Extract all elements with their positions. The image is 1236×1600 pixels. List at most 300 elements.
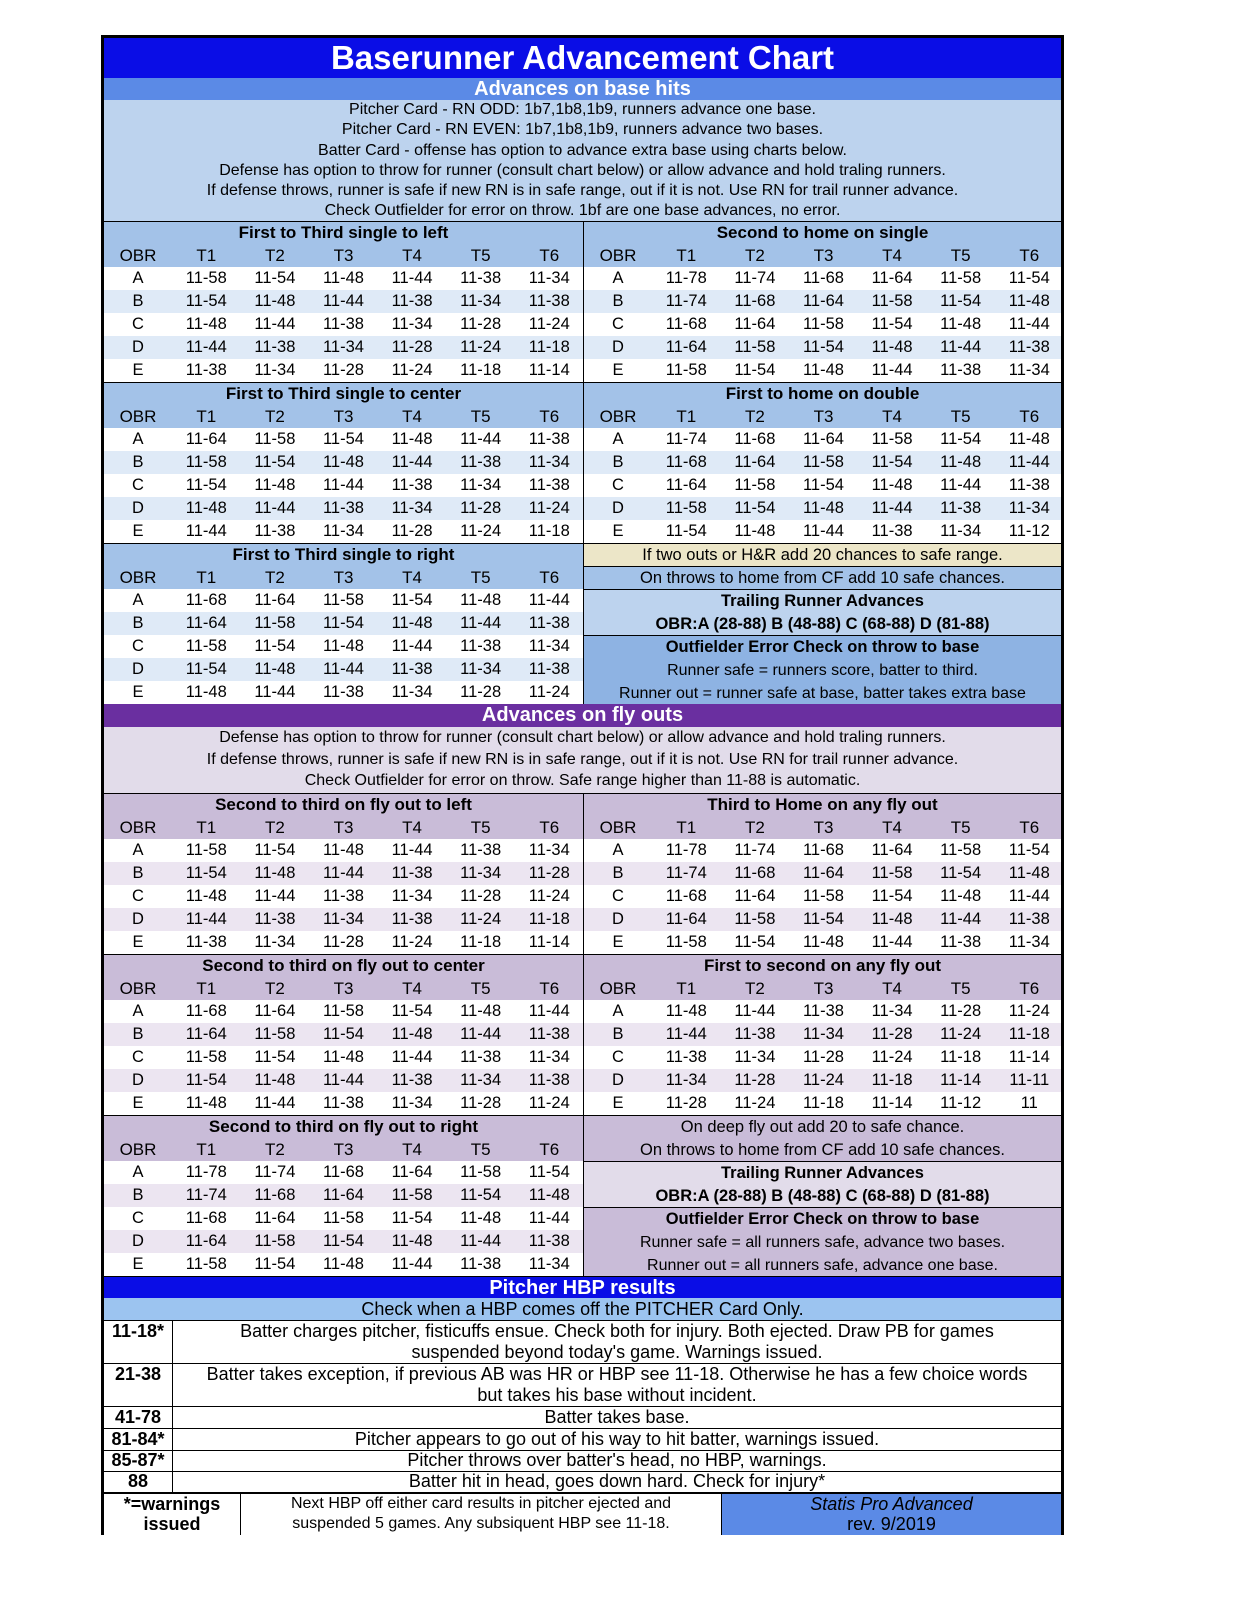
column-header: T4 bbox=[378, 977, 447, 1000]
table-title: First to Third single to right bbox=[104, 544, 583, 566]
range-cell: 11-14 bbox=[528, 933, 570, 951]
range-cell: 11-48 bbox=[995, 862, 1061, 885]
range-cell: 11-38 bbox=[322, 315, 364, 333]
range-cell: 11-54 bbox=[789, 336, 858, 359]
fly-outfielder-error-box bbox=[584, 1208, 1061, 1276]
range-cell: 11-28 bbox=[515, 862, 584, 885]
range-cell: 11-24 bbox=[734, 1094, 776, 1112]
obr-cell: D bbox=[104, 1069, 172, 1092]
range-cell: 11-44 bbox=[460, 430, 502, 448]
obr-cell: B bbox=[104, 290, 172, 313]
column-header: OBR bbox=[104, 244, 172, 267]
obr-cell: D bbox=[104, 1230, 172, 1253]
range-cell: 11-38 bbox=[460, 1048, 502, 1066]
column-header: T3 bbox=[309, 977, 378, 1000]
fly-outfielder-error-safe: Runner safe = all runners safe, advance two bases. bbox=[639, 1234, 1006, 1251]
column-header: T6 bbox=[995, 405, 1061, 428]
outfielder-error-box bbox=[584, 636, 1061, 704]
range-cell: 11-48 bbox=[185, 887, 227, 905]
obr-cell: D bbox=[584, 908, 652, 931]
range-cell: 11-54 bbox=[254, 1255, 296, 1273]
range-cell: 11-34 bbox=[528, 841, 570, 859]
table-row bbox=[104, 658, 583, 681]
table-row bbox=[104, 589, 583, 612]
range-cell: 11-44 bbox=[528, 1209, 570, 1227]
column-header: T6 bbox=[995, 977, 1061, 1000]
hbp-code: 81-84* bbox=[104, 1429, 173, 1450]
range-cell: 11-54 bbox=[172, 658, 241, 681]
deep-fly-note: On deep fly out add 20 to safe chance. bbox=[680, 1118, 965, 1136]
obr-cell: D bbox=[104, 497, 172, 520]
obr-cell: C bbox=[132, 315, 144, 333]
table-title: Third to Home on any fly out bbox=[584, 794, 1061, 816]
range-cell: 11-44 bbox=[391, 637, 433, 655]
obr-cell: E bbox=[132, 1094, 144, 1112]
range-cell: 11-48 bbox=[322, 269, 364, 287]
range-cell: 11-28 bbox=[802, 1048, 844, 1066]
table-row bbox=[584, 497, 1061, 520]
range-cell: 11-58 bbox=[858, 290, 927, 313]
table-header-row bbox=[584, 816, 1061, 839]
range-cell: 11-58 bbox=[789, 451, 858, 474]
range-cell: 11-54 bbox=[734, 361, 776, 379]
range-cell: 11-48 bbox=[309, 451, 378, 474]
range-cell: 11-28 bbox=[460, 1094, 502, 1112]
range-cell: 11-64 bbox=[789, 290, 858, 313]
obr-cell: C bbox=[132, 1209, 144, 1227]
trailing-runner-box bbox=[584, 590, 1061, 636]
range-cell: 11-68 bbox=[322, 1163, 364, 1181]
table-row bbox=[104, 1023, 583, 1046]
range-cell: 11-34 bbox=[254, 361, 296, 379]
range-cell: 11-48 bbox=[241, 658, 310, 681]
table-title: Second to third on fly out to center bbox=[104, 955, 583, 977]
range-cell: 11-64 bbox=[254, 1002, 296, 1020]
obr-cell: C bbox=[132, 637, 144, 655]
column-header: T1 bbox=[172, 816, 241, 839]
range-cell: 11-48 bbox=[185, 683, 227, 701]
table-row bbox=[104, 1253, 583, 1276]
column-header: T2 bbox=[721, 816, 790, 839]
range-cell: 11-34 bbox=[515, 451, 584, 474]
range-cell: 11-38 bbox=[446, 451, 515, 474]
range-cell: 11-12 bbox=[1008, 522, 1050, 540]
range-cell: 11-38 bbox=[378, 658, 447, 681]
range-cell: 11-34 bbox=[322, 522, 364, 540]
range-cell: 11-48 bbox=[460, 591, 502, 609]
range-cell: 11-38 bbox=[378, 908, 447, 931]
table-title: First to home on double bbox=[584, 383, 1061, 405]
column-header: T2 bbox=[721, 244, 790, 267]
range-cell: 11-54 bbox=[528, 1163, 570, 1181]
table-row bbox=[104, 839, 583, 862]
column-header: OBR bbox=[104, 1138, 172, 1161]
range-cell: 11-54 bbox=[309, 1023, 378, 1046]
range-cell: 11-48 bbox=[391, 430, 433, 448]
column-header: T4 bbox=[378, 405, 447, 428]
range-cell: 11-64 bbox=[871, 269, 913, 287]
range-cell: 11-58 bbox=[185, 637, 227, 655]
range-cell: 11-24 bbox=[391, 933, 433, 951]
range-cell: 11-44 bbox=[446, 612, 515, 635]
range-cell: 11-34 bbox=[446, 862, 515, 885]
range-cell: 11-54 bbox=[940, 430, 982, 448]
range-cell: 11-34 bbox=[446, 658, 515, 681]
table-row bbox=[104, 497, 583, 520]
hbp-text: Pitcher throws over batter's head, no HBP, warnings. bbox=[407, 1450, 827, 1470]
range-cell: 11-58 bbox=[378, 1184, 447, 1207]
range-cell: 11-58 bbox=[322, 1002, 364, 1020]
range-cell: 11-44 bbox=[309, 658, 378, 681]
column-header: T4 bbox=[378, 816, 447, 839]
range-cell: 11-28 bbox=[378, 336, 447, 359]
obr-cell: C bbox=[612, 1048, 624, 1066]
column-header: T5 bbox=[446, 405, 515, 428]
fly-table-2b-3b-center bbox=[104, 954, 584, 1115]
column-header: OBR bbox=[584, 816, 652, 839]
range-cell: 11-28 bbox=[665, 1094, 707, 1112]
range-cell: 11-48 bbox=[940, 315, 982, 333]
range-cell: 11-58 bbox=[254, 430, 296, 448]
range-cell: 11-38 bbox=[322, 887, 364, 905]
range-cell: 11-38 bbox=[515, 658, 584, 681]
table-row bbox=[584, 520, 1061, 543]
hits-intro-line: Pitcher Card - RN EVEN: 1b7,1b8,1b9, runners advance two bases. bbox=[341, 121, 824, 139]
range-cell: 11-64 bbox=[721, 451, 790, 474]
range-cell: 11-38 bbox=[460, 841, 502, 859]
fly-table-1b-2b bbox=[584, 954, 1061, 1115]
range-cell: 11-54 bbox=[172, 290, 241, 313]
chart-sheet bbox=[101, 35, 1064, 1535]
column-header: T1 bbox=[652, 977, 721, 1000]
range-cell: 11-54 bbox=[858, 451, 927, 474]
range-cell: 11-64 bbox=[789, 862, 858, 885]
column-header: OBR bbox=[104, 977, 172, 1000]
range-cell: 11-48 bbox=[322, 841, 364, 859]
range-cell: 11-54 bbox=[309, 612, 378, 635]
range-cell: 11-44 bbox=[528, 591, 570, 609]
table-row bbox=[584, 1046, 1061, 1069]
table-row bbox=[104, 1230, 583, 1253]
fly-notes bbox=[584, 1115, 1061, 1276]
range-cell: 11-64 bbox=[652, 908, 721, 931]
range-cell: 11-44 bbox=[309, 1069, 378, 1092]
obr-cell: B bbox=[104, 612, 172, 635]
table-row bbox=[104, 931, 583, 954]
column-header: OBR bbox=[104, 405, 172, 428]
range-cell: 11-48 bbox=[185, 315, 227, 333]
range-cell: 11-34 bbox=[528, 637, 570, 655]
revision-label: rev. 9/2019 bbox=[847, 1514, 936, 1534]
range-cell: 11-38 bbox=[940, 361, 982, 379]
table-row bbox=[104, 428, 583, 451]
column-header: T2 bbox=[241, 405, 310, 428]
table-title: First to Third single to left bbox=[104, 222, 583, 244]
fly-outfielder-error-out: Runner out = all runners safe, advance one base. bbox=[647, 1257, 998, 1274]
hits-intro-line: Defense has option to throw for runner (consult chart below) or allow advance and hold traling runners. bbox=[219, 161, 946, 179]
table-header-row bbox=[584, 977, 1061, 1000]
range-cell: 11-34 bbox=[254, 933, 296, 951]
range-cell: 11-38 bbox=[995, 336, 1061, 359]
column-header: T6 bbox=[995, 816, 1061, 839]
range-cell: 11-78 bbox=[665, 269, 707, 287]
range-cell: 11-54 bbox=[926, 862, 995, 885]
table-row bbox=[104, 359, 583, 382]
range-cell: 11-58 bbox=[172, 451, 241, 474]
column-header: T5 bbox=[926, 816, 995, 839]
table-header-row bbox=[104, 566, 583, 589]
range-cell: 11-44 bbox=[528, 1002, 570, 1020]
range-cell: 11-44 bbox=[391, 269, 433, 287]
range-cell: 11-68 bbox=[734, 430, 776, 448]
range-cell: 11-38 bbox=[515, 612, 584, 635]
range-cell: 11-34 bbox=[652, 1069, 721, 1092]
table-header-row bbox=[104, 816, 583, 839]
table-row bbox=[104, 1000, 583, 1023]
obr-cell: C bbox=[132, 1048, 144, 1066]
range-cell: 11-64 bbox=[734, 887, 776, 905]
hits-section-header: Advances on base hits bbox=[104, 78, 1061, 100]
range-cell: 11-34 bbox=[446, 290, 515, 313]
fly-trailing-runner-title: Trailing Runner Advances bbox=[721, 1164, 924, 1182]
range-cell: 11-44 bbox=[926, 336, 995, 359]
range-cell: 11-34 bbox=[528, 269, 570, 287]
range-cell: 11-48 bbox=[789, 497, 858, 520]
range-cell: 11-24 bbox=[789, 1069, 858, 1092]
fly-outfielder-error-title: Outfielder Error Check on throw to base bbox=[665, 1210, 980, 1228]
range-cell: 11-54 bbox=[185, 476, 227, 494]
column-header: T2 bbox=[241, 977, 310, 1000]
table-row bbox=[584, 885, 1061, 908]
range-cell: 11-24 bbox=[446, 908, 515, 931]
table-row bbox=[584, 1069, 1061, 1092]
range-cell: 11-58 bbox=[858, 862, 927, 885]
table-row bbox=[584, 290, 1061, 313]
range-cell: 11-48 bbox=[241, 290, 310, 313]
range-cell: 11-18 bbox=[528, 522, 570, 540]
column-header: T2 bbox=[721, 977, 790, 1000]
range-cell: 11-54 bbox=[871, 887, 913, 905]
range-cell: 11-78 bbox=[665, 841, 707, 859]
column-header: T2 bbox=[241, 566, 310, 589]
column-header: T2 bbox=[241, 1138, 310, 1161]
hbp-code: 21-38 bbox=[104, 1364, 173, 1406]
range-cell: 11-14 bbox=[871, 1094, 913, 1112]
range-cell: 11-38 bbox=[322, 1094, 364, 1112]
column-header: T1 bbox=[652, 244, 721, 267]
column-header: T6 bbox=[515, 1138, 584, 1161]
range-cell: 11-74 bbox=[652, 290, 721, 313]
column-header: T4 bbox=[378, 566, 447, 589]
outfielder-error-out: Runner out = runner safe at base, batter takes extra base bbox=[619, 685, 1026, 702]
table-row bbox=[104, 520, 583, 543]
range-cell: 11-74 bbox=[652, 862, 721, 885]
range-cell: 11-48 bbox=[254, 476, 296, 494]
range-cell: 11-48 bbox=[322, 637, 364, 655]
two-outs-note: If two outs or H&R add 20 chances to safe range. bbox=[584, 544, 1061, 567]
range-cell: 11-18 bbox=[460, 361, 502, 379]
brand-name: Statis Pro Advanced bbox=[810, 1494, 973, 1514]
obr-cell: A bbox=[132, 430, 144, 448]
obr-cell: E bbox=[132, 683, 144, 701]
range-cell: 11-38 bbox=[528, 430, 570, 448]
column-header: T3 bbox=[309, 405, 378, 428]
hbp-text: Pitcher appears to go out of his way to hit batter, warnings issued. bbox=[354, 1429, 880, 1449]
range-cell: 11-34 bbox=[309, 336, 378, 359]
range-cell: 11-38 bbox=[515, 1023, 584, 1046]
range-cell: 11-38 bbox=[322, 683, 364, 701]
hbp-code: 85-87* bbox=[104, 1451, 173, 1471]
hits-table-1b-3b-right bbox=[104, 543, 584, 704]
range-cell: 11-48 bbox=[802, 361, 844, 379]
column-header: OBR bbox=[104, 566, 172, 589]
range-cell: 11-38 bbox=[926, 497, 995, 520]
hbp-subheader: Check when a HBP comes off the PITCHER Card Only. bbox=[104, 1298, 1061, 1320]
range-cell: 11-48 bbox=[858, 336, 927, 359]
range-cell: 11-58 bbox=[322, 1209, 364, 1227]
hits-table-1b-3b-left bbox=[104, 221, 584, 382]
range-cell: 11-44 bbox=[871, 933, 913, 951]
column-header: T1 bbox=[172, 977, 241, 1000]
range-cell: 11-28 bbox=[322, 933, 364, 951]
range-cell: 11-28 bbox=[322, 361, 364, 379]
range-cell: 11-64 bbox=[172, 612, 241, 635]
range-cell: 11-44 bbox=[172, 908, 241, 931]
range-cell: 11-58 bbox=[185, 1048, 227, 1066]
range-cell: 11-64 bbox=[309, 1184, 378, 1207]
range-cell: 11-68 bbox=[185, 591, 227, 609]
range-cell: 11-48 bbox=[460, 1209, 502, 1227]
column-header: T6 bbox=[515, 977, 584, 1000]
range-cell: 11-34 bbox=[871, 1002, 913, 1020]
table-title: Second to home on single bbox=[584, 222, 1061, 244]
range-cell: 11-38 bbox=[460, 269, 502, 287]
range-cell: 11-24 bbox=[460, 522, 502, 540]
table-row bbox=[104, 1184, 583, 1207]
table-row bbox=[104, 336, 583, 359]
obr-cell: C bbox=[612, 887, 624, 905]
column-header: OBR bbox=[584, 977, 652, 1000]
range-cell: 11-48 bbox=[241, 862, 310, 885]
hits-table-2b-home-single bbox=[584, 221, 1061, 382]
obr-cell: C bbox=[612, 315, 624, 333]
hbp-section-header: Pitcher HBP results bbox=[104, 1276, 1061, 1298]
range-cell: 11-38 bbox=[391, 476, 433, 494]
obr-cell: A bbox=[132, 269, 144, 287]
fly-table-2b-3b-left bbox=[104, 793, 584, 954]
range-cell: 11 bbox=[1020, 1094, 1038, 1112]
table-row bbox=[584, 313, 1061, 336]
range-cell: 11-18 bbox=[858, 1069, 927, 1092]
range-cell: 11-54 bbox=[309, 1230, 378, 1253]
range-cell: 11-34 bbox=[391, 315, 433, 333]
obr-cell: A bbox=[612, 841, 624, 859]
range-cell: 11-58 bbox=[734, 476, 776, 494]
range-cell: 11-44 bbox=[995, 451, 1061, 474]
obr-cell: A bbox=[132, 1163, 144, 1181]
range-cell: 11-54 bbox=[1008, 269, 1050, 287]
range-cell: 11-44 bbox=[940, 476, 982, 494]
range-cell: 11-68 bbox=[185, 1209, 227, 1227]
table-row bbox=[104, 681, 583, 704]
range-cell: 11-44 bbox=[1008, 315, 1050, 333]
range-cell: 11-34 bbox=[446, 1069, 515, 1092]
range-cell: 11-68 bbox=[185, 1002, 227, 1020]
range-cell: 11-48 bbox=[460, 1002, 502, 1020]
range-cell: 11-68 bbox=[665, 887, 707, 905]
fly-trailing-runner-box bbox=[584, 1162, 1061, 1208]
range-cell: 11-34 bbox=[391, 887, 433, 905]
fly-cf-throws-note: On throws to home from CF add 10 safe chances. bbox=[639, 1141, 1005, 1159]
range-cell: 11-38 bbox=[185, 933, 227, 951]
range-cell: 11-58 bbox=[802, 315, 844, 333]
column-header: T1 bbox=[172, 566, 241, 589]
fly-table-3b-home bbox=[584, 793, 1061, 954]
outfielder-error-safe: Runner safe = runners score, batter to third. bbox=[667, 662, 978, 679]
range-cell: 11-34 bbox=[995, 497, 1061, 520]
range-cell: 11-58 bbox=[940, 269, 982, 287]
range-cell: 11-38 bbox=[940, 933, 982, 951]
range-cell: 11-34 bbox=[391, 683, 433, 701]
hbp-text: Batter takes base. bbox=[544, 1407, 690, 1427]
range-cell: 11-54 bbox=[254, 1048, 296, 1066]
obr-cell: D bbox=[584, 497, 652, 520]
range-cell: 11-64 bbox=[665, 476, 707, 494]
fly-intro-line: If defense throws, runner is safe if new RN is in safe range, out if it is not. Use RN for trail runner advance. bbox=[206, 750, 959, 768]
column-header: T1 bbox=[652, 405, 721, 428]
range-cell: 11-44 bbox=[446, 1230, 515, 1253]
range-cell: 11-58 bbox=[721, 336, 790, 359]
trailing-runner-title: Trailing Runner Advances bbox=[721, 592, 924, 610]
table-row bbox=[104, 1069, 583, 1092]
range-cell: 11-48 bbox=[1008, 430, 1050, 448]
range-cell: 11-74 bbox=[734, 841, 776, 859]
obr-cell: B bbox=[584, 451, 652, 474]
obr-cell: B bbox=[584, 862, 652, 885]
range-cell: 11-24 bbox=[528, 683, 570, 701]
hits-table-1b-3b-center bbox=[104, 382, 584, 543]
range-cell: 11-34 bbox=[460, 476, 502, 494]
range-cell: 11-38 bbox=[254, 522, 296, 540]
range-cell: 11-44 bbox=[254, 1094, 296, 1112]
hbp-code: 88 bbox=[104, 1472, 173, 1492]
range-cell: 11-74 bbox=[172, 1184, 241, 1207]
range-cell: 11-64 bbox=[254, 591, 296, 609]
table-row bbox=[104, 908, 583, 931]
obr-cell: A bbox=[132, 841, 144, 859]
range-cell: 11-28 bbox=[858, 1023, 927, 1046]
range-cell: 11-54 bbox=[391, 1209, 433, 1227]
range-cell: 11-34 bbox=[378, 497, 447, 520]
fly-section-header: Advances on fly outs bbox=[104, 704, 1061, 727]
table-row bbox=[104, 474, 583, 497]
table-row bbox=[104, 1092, 583, 1115]
range-cell: 11-58 bbox=[241, 1023, 310, 1046]
range-cell: 11-54 bbox=[789, 908, 858, 931]
obr-cell: C bbox=[612, 476, 624, 494]
range-cell: 11-54 bbox=[391, 591, 433, 609]
column-header: T3 bbox=[789, 816, 858, 839]
obr-cell: E bbox=[132, 1255, 144, 1273]
obr-cell: E bbox=[132, 522, 144, 540]
column-header: T6 bbox=[515, 566, 584, 589]
range-cell: 11-28 bbox=[460, 315, 502, 333]
table-row bbox=[104, 862, 583, 885]
table-row bbox=[584, 1092, 1061, 1115]
range-cell: 11-18 bbox=[802, 1094, 844, 1112]
column-header: T1 bbox=[172, 405, 241, 428]
range-cell: 11-38 bbox=[871, 522, 913, 540]
